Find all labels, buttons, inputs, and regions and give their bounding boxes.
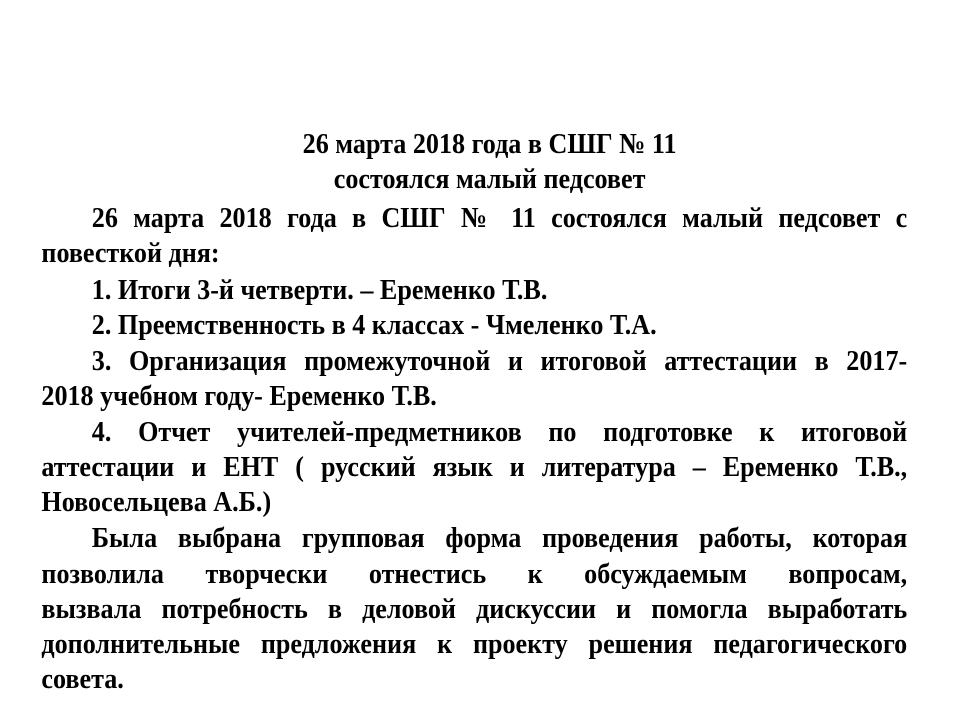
agenda-item-4-line-3: Новосельцева А.Б.)	[41, 486, 272, 518]
summary-line-5: совета.	[41, 663, 124, 695]
summary-line-3: вызвала потребность в деловой дискуссии и помогла выработать	[41, 593, 908, 625]
summary-line-2: позволила творчески отнестись к обсуждаемым вопросам,	[41, 558, 908, 590]
slide-title-line-2: состоялся малый педсовет	[333, 163, 646, 195]
agenda-item-1: 1. Итоги 3-й четверти. – Еременко Т.В.	[91, 274, 548, 306]
slide-title-line-1: 26 марта 2018 года в СШГ № 11	[302, 128, 677, 160]
summary-line-4: дополнительные предложения к проекту решения педагогического	[41, 628, 908, 660]
intro-line-1: 26 марта 2018 года в СШГ № 11 состоялся малый педсовет с	[91, 202, 908, 234]
agenda-item-4-line-1: 4. Отчет учителей-предметников по подготовке к итоговой	[91, 416, 908, 448]
intro-line-2: повесткой дня:	[41, 237, 220, 269]
agenda-item-4-line-2: аттестации и ЕНТ ( русский язык и литература – Еременко Т.В.,	[41, 451, 908, 483]
summary-line-1: Была выбрана групповая форма проведения работы, которая	[91, 522, 908, 554]
agenda-item-3-line-2: 2018 учебном году- Еременко Т.В.	[41, 380, 437, 412]
agenda-item-3-line-1: 3. Организация промежуточной и итоговой аттестации в 2017-	[91, 345, 908, 377]
agenda-item-2: 2. Преемственность в 4 классах - Чмеленко Т.А.	[91, 309, 657, 341]
